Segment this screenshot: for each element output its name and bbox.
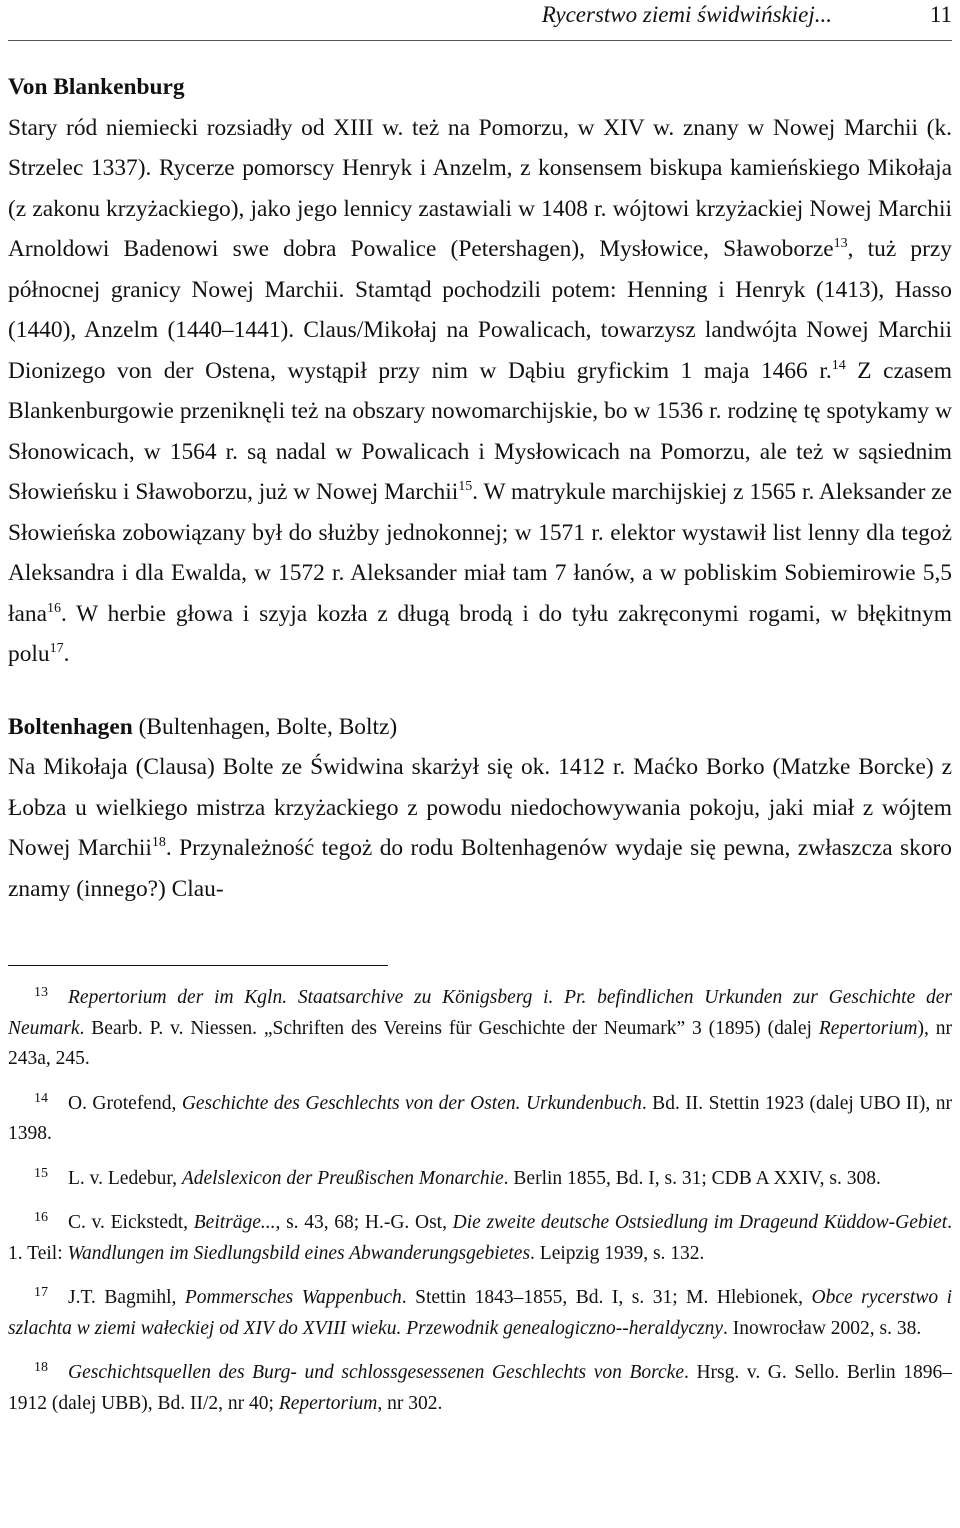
footnote-14 <box>8 1084 952 1150</box>
footnote-16 <box>8 1203 952 1269</box>
footnote-17 <box>8 1278 952 1344</box>
entry-heading-blankenburg: Von Blankenburg <box>8 74 185 100</box>
running-title: Rycerstwo ziemi świdwińskiej... <box>541 2 832 27</box>
fn-text: Repertorium <box>818 1017 918 1039</box>
footnote-ref[interactable]: 18 <box>151 835 166 850</box>
paragraph-boltenhagen <box>8 747 952 909</box>
fn-text: . Berlin 1855, Bd. I, s. 31; CDB A XXIV, s. 308. <box>503 1167 881 1189</box>
fn-text: Beiträge... <box>193 1212 276 1233</box>
footnote-15 <box>8 1159 952 1195</box>
fn-text: Die zweite deutsche Ostsiedlung im Drageund Küddow-Gebiet <box>452 1212 948 1233</box>
entry-heading-boltenhagen <box>8 707 952 748</box>
fn-text: C. v. Eickstedt, <box>68 1212 194 1233</box>
fn-text: . 1. Teil: <box>8 1212 952 1264</box>
fn-text: . Inowrocław 2002, s. 38. <box>723 1317 922 1339</box>
running-header <box>8 0 952 41</box>
fn-text: Wandlungen im Siedlungsbild eines Abwanderungsgebietes <box>67 1242 531 1264</box>
footnote-ref[interactable]: 13 <box>833 236 848 251</box>
text-run: . Przynależność tegoż do rodu Boltenhagenów wydaje się pewna, zwłaszcza skoro znamy (innego?) Clau- <box>8 835 952 902</box>
text-run: , tuż przy północnej granicy Nowej Marchii. Stamtąd pochodzili potem: Henning i Henryk (1413), Hasso (1440), Anzelm (1440–1441). Claus/Mikołaj na Powalicach, towarzysz landwójta Nowej Marchii Dionizego von der Ostena, wystąpił przy nim w Dąbiu gryfickim 1 maja 1466 r. <box>8 236 952 384</box>
fn-text: Obce rycerstwo i szlachta w ziemi wałeckiej od XIV do XVIII wieku. Przewodnik genealogiczno--heraldyczny <box>8 1287 953 1339</box>
footnote-ref[interactable]: 16 <box>46 600 61 616</box>
fn-text: . Bd. II. Stettin 1923 (dalej UBO II), nr 1398. <box>8 1092 952 1144</box>
footnote-number: 16 <box>34 1210 48 1225</box>
footnote-ref[interactable]: 17 <box>49 641 64 656</box>
fn-text: ), nr 243a, 245. <box>8 1017 952 1069</box>
footnote-divider <box>8 965 388 966</box>
footnote-ref[interactable]: 15 <box>458 479 473 494</box>
footnote-number: 18 <box>34 1360 48 1375</box>
fn-text: , nr 302. <box>377 1392 443 1414</box>
fn-text: Geschichtsquellen des Burg- und schlossgesessenen Geschlechts von Borcke <box>68 1362 684 1383</box>
text-run: . <box>63 641 70 667</box>
text-run: . W herbie głowa i szyja kozła z długą brodą i do tyłu zakręconymi rogami, w błękitnym polu <box>8 600 952 667</box>
fn-text: O. Grotefend, <box>68 1092 182 1114</box>
fn-text: Repertorium <box>278 1392 378 1414</box>
fn-text: Adelslexicon der Preußischen Monarchie <box>181 1167 504 1189</box>
heading-bold: Boltenhagen <box>8 713 133 740</box>
fn-text: . Stettin 1843–1855, Bd. I, s. 31; M. Hlebionek, <box>401 1287 812 1308</box>
fn-text: J.T. Bagmihl, <box>68 1287 185 1308</box>
paragraph-blankenburg <box>8 108 952 675</box>
text-run: Z czasem Blankenburgowie przeniknęli też na obszary nowomarchijskie, bo w 1536 r. rodzinę tę spotykamy w Słonowicach, w 1564 r. są nadal w Powalicach i Mysłowicach na Pomorzu, ale też w sąsiednim Słowieńsku i Sławoborzu, już w Nowej Marchii <box>8 357 952 505</box>
fn-text: . Bearb. P. v. Niessen. „Schriften des Vereins für Geschichte der Neumark” 3 (1895) (dalej <box>79 1017 819 1039</box>
footnote-number: 13 <box>34 985 48 1000</box>
main-text <box>8 67 952 909</box>
text-run: Na Mikołaja (Clausa) Bolte ze Świdwina skarżył się ok. 1412 r. Maćko Borko (Matzke Borcke) z Łobza u wielkiego mistrza krzyżackiego z powodu niedochowywania pokoju, jaki miał z wójtem Nowej Marchii <box>8 754 952 861</box>
fn-text: L. v. Ledebur, <box>68 1167 182 1189</box>
footnotes <box>8 978 952 1419</box>
fn-text: Geschichte des Geschlechts von der Osten. Urkundenbuch <box>181 1092 642 1114</box>
footnote-ref[interactable]: 14 <box>831 357 846 373</box>
page <box>8 0 952 1428</box>
fn-text: . Leipzig 1939, s. 132. <box>530 1242 705 1264</box>
footnote-number: 17 <box>34 1285 48 1300</box>
footnote-18 <box>8 1353 952 1419</box>
fn-text: Repertorium der im Kgln. Staatsarchive zu Königsberg i. Pr. befindlichen Urkunden zur Geschichte der Neumark <box>8 987 952 1039</box>
fn-text: , s. 43, 68; H.-G. Ost, <box>275 1212 453 1233</box>
page-number: 11 <box>929 2 952 27</box>
footnote-number: 15 <box>34 1165 48 1181</box>
fn-text: . Hrsg. v. G. Sello. Berlin 1896–1912 (dalej UBB), Bd. II/2, nr 40; <box>8 1362 952 1414</box>
text-run: Stary ród niemiecki rozsiadły od XIII w. też na Pomorzu, w XIV w. znany w Nowej Marchii (k. Strzelec 1337). Rycerze pomorscy Henryk i Anzelm, z konsensem biskupa kamieńskiego Mikołaja (z zakonu krzyżackiego), jako jego lennicy zastawiali w 1408 r. wójtowi krzyżackiej Nowej Marchii Arnoldowi Badenowi swe dobra Powalice (Petershagen), Mysłowice, Sławoborze <box>8 114 952 262</box>
heading-rest: (Bultenhagen, Bolte, Boltz) <box>132 713 398 740</box>
text-run: . W matrykule marchijskiej z 1565 r. Aleksander ze Słowieńska zobowiązany był do służby jednokonnej; w 1571 r. elektor wystawił list lenny dla tegoż Aleksandra i dla Ewalda, w 1572 r. Aleksander miał tam 7 łanów, a w pobliskim Sobiemirowie 5,5 łana <box>8 479 953 627</box>
footnote-13 <box>8 978 952 1075</box>
fn-text: Pommersches Wappenbuch <box>184 1287 402 1308</box>
footnote-number: 14 <box>34 1090 48 1106</box>
